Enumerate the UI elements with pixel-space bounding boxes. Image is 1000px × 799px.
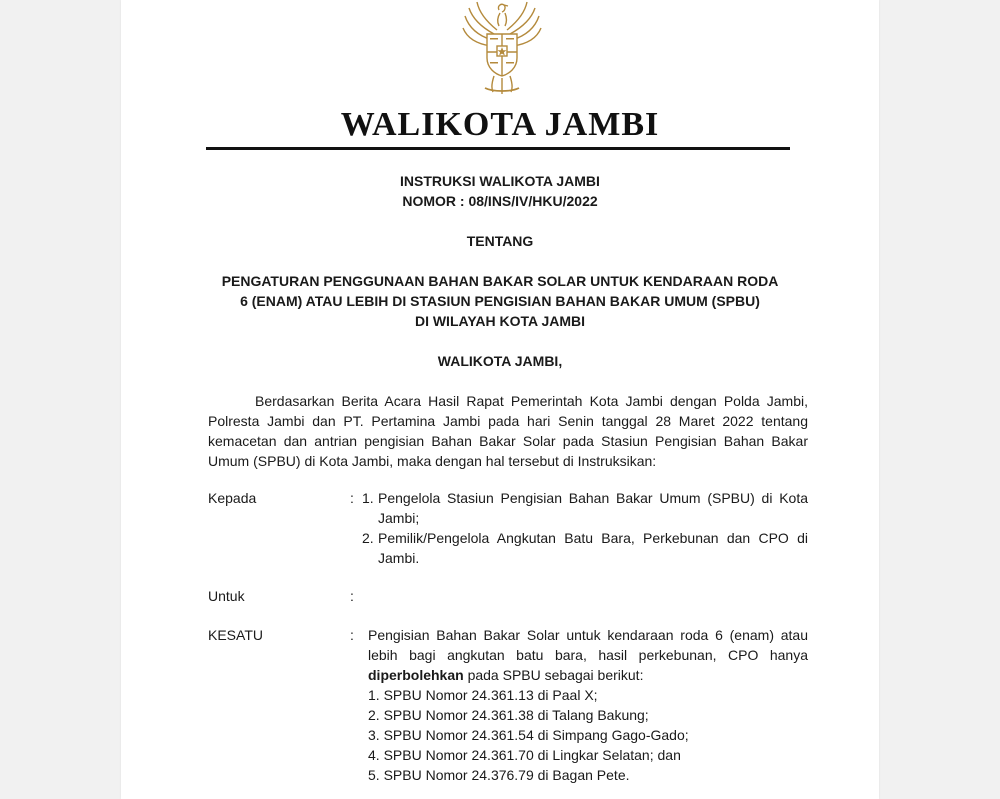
preamble-paragraph [208,391,808,471]
subject-line-1: PENGATURAN PENGGUNAAN BAHAN BAKAR SOLAR UNTUK KENDARAAN RODA [221,273,779,289]
spbu-list-item: 1. SPBU Nomor 24.361.13 di Paal X; [368,687,598,703]
kepada-label: Kepada [208,490,257,506]
kesatu-text-line: Pengisian Bahan Bakar Solar untuk kendaraan roda 6 (enam) atau [368,627,808,643]
kesatu-text-line: lebih bagi angkutan batu bara, hasil perkebunan, CPO hanya [368,647,808,663]
untuk-colon: : [350,588,354,604]
kepada-item-text: Pengelola Stasiun Pengisian Bahan Bakar Umum (SPBU) di Kota [378,490,808,506]
about-heading: TENTANG [466,233,534,249]
instruction-number: NOMOR : 08/INS/IV/HKU/2022 [402,193,598,209]
title-underline [206,147,790,150]
instruction-title: INSTRUKSI WALIKOTA JAMBI [400,173,600,189]
kesatu-emphasis: diperbolehkan [368,667,464,683]
kepada-item-text-cont: Jambi; [378,510,420,526]
preamble-line: Umum (SPBU) di Kota Jambi, maka dengan hal tersebut di Instruksikan: [208,453,657,469]
untuk-label: Untuk [208,588,245,604]
spbu-list-item: 2. SPBU Nomor 24.361.38 di Talang Bakung; [368,707,649,723]
kepada-item-number: 2. [362,530,374,546]
preamble-line: Berdasarkan Berita Acara Hasil Rapat Pemerintah Kota Jambi dengan Polda Jambi, [255,393,808,409]
subject-line-2: 6 (ENAM) ATAU LEBIH DI STASIUN PENGISIAN BAHAN BAKAR UMUM (SPBU) [240,293,760,309]
kepada-item-number: 1. [362,490,374,506]
spbu-list-item: 3. SPBU Nomor 24.361.54 di Simpang Gago-Gado; [368,727,689,743]
preamble-line: Polresta Jambi dan PT. Pertamina Jambi pada hari Senin tanggal 28 Maret 2022 tentang [208,413,808,429]
kesatu-text-line [368,665,643,685]
spbu-list-item: 5. SPBU Nomor 24.376.79 di Bagan Pete. [368,767,630,783]
kepada-colon: : [350,490,354,506]
issuer-heading: WALIKOTA JAMBI, [437,353,563,369]
document-page [121,0,879,799]
preamble-line: kemacetan dan antrian pengisian Bahan Bakar Solar pada Stasiun Pengisian Bahan Bakar [208,433,808,449]
kepada-item-text-cont: Jambi. [378,550,420,566]
kesatu-text-rest: pada SPBU sebagai berikut: [463,667,644,683]
kesatu-label: KESATU [208,627,263,643]
garuda-emblem-icon [447,0,557,100]
kesatu-colon: : [350,627,354,643]
document-title: WALIKOTA JAMBI [340,106,660,143]
spbu-list-item: 4. SPBU Nomor 24.361.70 di Lingkar Selatan; dan [368,747,681,763]
kepada-item-text: Pemilik/Pengelola Angkutan Batu Bara, Perkebunan dan CPO di [378,530,808,546]
subject-line-3: DI WILAYAH KOTA JAMBI [414,313,586,329]
